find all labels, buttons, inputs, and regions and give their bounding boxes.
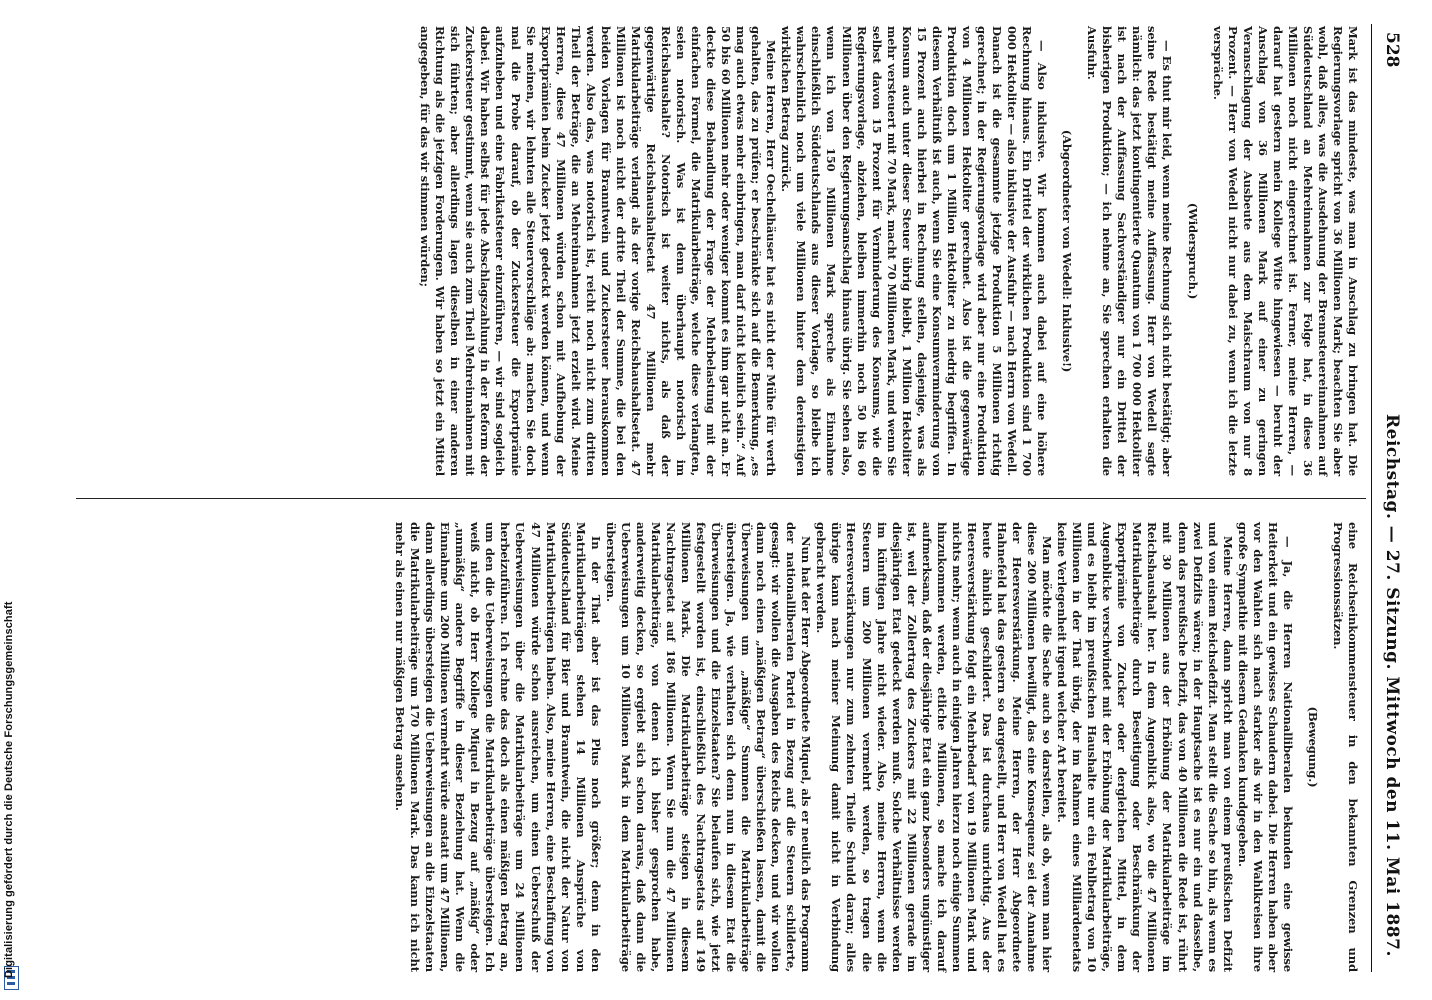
- column-divider: [76, 498, 1366, 499]
- interjection: (Abgeordneter von Wedell: Inklusive!): [1060, 129, 1075, 373]
- paragraph: Man möchte die Sache auch so darstellen, als ob, wenn man hier diese 200 Millionen bewilligt, das eine Konsequenz sei der Annahme der Heeresverstärkung. Meine Herren, der Herr Abgeordnete Hahnefeld hat das gestern so dargestellt, und Herr von Wedell hat es heute ähnlich geschildert. Das ist durchaus unrichtig. Aus der Heeresverstärkung folgt ein Mehrbedarf von 19 Millionen Mark und nichts mehr; wenn auch in einigen Jahren hierzu noch einige Summen hinzukommen werden, etliche Millionen, so mache ich darauf aufmerksam, daß der diesjährige Etat ein ganz besonders ungünstiger ist, weil der Zollertrag des Zuckers mit 22 Millionen gerade im diesjährigen Etat gedeckt werden muß. Solche Verhältnisse werden im künftigen Jahre nicht wieder. Also, meine Herren, wenn die Steuern um 200 Millionen vermehrt werden, so tragen die Heeresverstärkungen nur zum zehnten Theile Schuld daran; alles übrige kann nach meiner Meinung damit nicht in Verbindung gebracht werden.: [814, 522, 1055, 972]
- paragraph: Mark ist das mindeste, was man in Anschlag zu bringen hat. Die Regierungsvorlage spricht von 36 Millionen Mark; beachten Sie aber wohl, daß alles, was die Ausdehnung der Brennsteuereinnahmen auf Süddeutschland an Mehreinnahmen zur Folge hat, in diese 36 Millionen noch nicht eingerechnet ist. Ferner, meine Herren, — darauf hat gestern mein Kollege Witte hingewiesen — beruht der Anschlag von 36 Millionen Mark auf einer zu geringen Veranschlagung der Ausbeute aus dem Maischraum von nur 8 Prozent. — Herr von Wedell nicht nur dabei zu, wenn ich die letzte verspräche.: [1210, 26, 1360, 476]
- interjection: (Widerspruch.): [1185, 202, 1200, 300]
- paragraph: — Es thut mir leid, wenn meine Rechnung sich nicht bestätigt; aber seine Rede bestätigt meine Auffassung. Herr von Wedell sagte nämlich: das jetzt kontingentierte Quantum von 1 700 000 Hektoliter ist nach der Auffassung Sachverständiger nur ein Drittel der bisherigen Produktion; — ich nehme an, Sie sprechen erhalten die Ausfuhr.: [1085, 26, 1175, 476]
- paragraph: eine Reichseinkommensteuer in den bekannten Grenzen und Progressionssätzen.: [1330, 522, 1360, 972]
- page-title: Reichstag. — 27. Sitzung. Mittwoch den 11. Mai 1887.: [1382, 414, 1402, 957]
- left-column: [417, 26, 1360, 476]
- paragraph: — Ja, die Herren Nationalliberalen bekunden eine gewisse Heiterkeit und ein gewisses Schaudern dabei. Die Herren haben aber vor den Wahlen sich nach starker als wir in den Wahlkreisen ihre große Sympathie mit diesem Gedanken kundgegeben.: [1235, 522, 1295, 972]
- paragraph: Meine Herren, dann spricht man von einem preußischen Defizit und von einem Reichsdefizit. Man stellt die Sache so hin, als wenn es zwei Defizits wären; in der Hauptsache ist es nur ein und dasselbe, denn das preußische Defizit, das von 40 Millionen die Rede ist, rührt mit 30 Millionen aus der Erhöhung der Matrikularbeiträge im Reichshaushalt her. In dem Augenblick also, wo die 47 Millionen Matrikularbeiträge durch Beseitigung oder Beschränkung der Exportprämie von Zucker oder dergleichen Mittel, in dem Augenblicke verschwindet mit der Erhöhung der Matrikularbeiträge, und es bleibt im preußischen Haushalte nur ein Fehlbetrag von 10 Millionen in der That übrig, der im Rahmen eines Milliardenetats keine Verlegenheit irgend welcher Art bereitet.: [1055, 522, 1235, 972]
- interjection: (Bewegung.): [1305, 706, 1320, 788]
- paragraph: In der That aber ist das Plus noch größer; denn in den Matrikularbeiträgen stehen 14 Millionen Ansprüche von Süddeutschland für Bier und Branntwein, die nicht der Natur von Matrikularbeiträgen haben. Also, meine Herren, eine Beschaffung von 47 Millionen würde schon ausreichen, um einen Ueberschuß der Ueberweisungen über die Matrikularbeiträge um 24 Millionen herbeizuführen. Ich rechne das doch als einen mäßigen Betrag an, um den die Ueberweisungen die Matrikularbeiträge übersteigen. Ich weiß nicht, ob Herr Kollege Miquel in Bezug auf „mäßig“ oder „unmäßig“ andere Begriffe in dieser Beziehung hat. Wenn die Einnahme um 200 Millionen vermehrt würde anstatt um 47 Millionen, dann allerdings übersteigen die Ueberweisungen an die Einzelstaaten die Matrikularbeiträge um 170 Millionen Mark. Das kann ich nicht mehr als einen nur mäßigen Betrag ansehen.: [393, 522, 603, 972]
- paragraph: — Also inklusive. Wir kommen auch dabei auf eine höhere Rechnung hinaus. Ein Drittel der wirklichen Produktion sind 1 700 000 Hektoliter — also inklusive der Ausfuhr — nach Herrn von Wedell. Danach ist die gesammte jetzige Produktion 5 Millionen richtig gerechnet; in der Regierungsvorlage wird aber nur eine Produktion von 4 Millionen Hektoliter gerechnet. Also ist die gegenwärtige Produktion doch um 1 Million Hektoliter zu niedrig begriffen. In diesem Verhältniß ist auch, wenn Sie eine Konsumverminderung von 15 Prozent auch hierbei in Rechnung stellen, dasjenige, was als Konsum auch unter dieser Steuer übrig bleibt, 1 Million Hektoliter mehr versteuert mit 70 Mark, macht 70 Millionen Mark, und wenn Sie selbst davon 15 Prozent für Verminderung des Konsums, wie die Regierungsvorlage, abziehen, bleiben immerhin noch 50 bis 60 Millionen über den Regierungsanschlag hinaus übrig. Sie sehen also, wenn ich von 150 Millionen Mark spreche als Einnahme einschließlich Süddeutschlands aus dieser Vorlage, so bleibe ich wahrscheinlich noch um viele Millionen hinter dem dereinstigen wirklichen Betrag zurück.: [779, 26, 1050, 476]
- digitization-credit-strip: [0, 0, 22, 1000]
- paragraph: Nun hat der Herr Abgeordnete Miquel, als er neulich das Programm der nationalliberalen Partei in Bezug auf die Steuern schilderte, gesagt: wir wollen die Ausgaben des Reichs decken, und wir wollen dann noch einen „mäßigen Betrag“ überschießen lassen, damit die Überweisungen um „mäßige“ Summen die Matrikularbeiträge übersteigen. Ja, wie verhalten sich denn nun in diesem Etat die Überweisungen und die Einzelstaaten? Sie belaufen sich, wie jetzt festgestellt worden ist, einschließlich des Nachtragsetats auf 149 Millionen Mark. Die Matrikularbeiträge steigen in diesem Nachtragsetat auf 186 Millionen. Wenn Sie nun die 47 Millionen Matrikularbeiträge, von denen ich bisher gesprochen habe, anderweitig decken, so ergiebt sich schon daraus, daß dann die Ueberweisungen um 10 Millionen Mark in dem Matrikularbeiträge übersteigen.: [603, 522, 814, 972]
- page-number: 528: [1382, 32, 1402, 68]
- digitization-credit-text: Digitalisierung gefördert durch die Deutsche Forschungsgemeinschaft: [3, 601, 15, 978]
- paragraph: Meine Herren, Herr Oechelhäuser hat es nicht der Mühe für werth gehalten, das zu prüfen; er beschränkte sich auf die Bemerkung, „es mag auch etwas mehr einbringen, man darf nicht kleinlich sein.“ Auf 50 bis 60 Millionen mehr oder weniger kommt es ihm gar nicht an. Er deckte diese Behandlung der Frage der Mehrbelastung mit der einfachen Formel, die Matrikularbeiträge, welche diese verlangten, seien notorisch. Was ist denn überhaupt notorisch im Reichshaushalte? Notorisch ist weiter nichts, als daß der gegenwärtige Reichshaushaltsetat 47 Millionen mehr Matrikularbeiträge verlangt als der vorige Reichshaushaltsetat. 47 Millionen ist noch nicht der dritte Theil der Summe, die bei den beiden Vorlagen für Branntwein und Zuckersteuer herauskommen werden. Also das, was notorisch ist, reicht noch nicht zum dritten Theil der Beträge, die an Mehreinnahmen jetzt erzielt wird. Meine Herren, diese 47 Millionen würden schon mit Aufhebung der Exportprämien beim Zucker jetzt gedeckt werden können, und wenn Sie meinen, wir lehnten alle Steuervorschläge ab: machen Sie doch mal die Probe darauf, ob der Zuckersteuer die Exportprämie aufzuheben und eine Fabrikatsteuer einzuführen, — wir sind sogleich dabei. Wir haben selbst für jede Abschlagszahlung in der Reform der Zuckersteuer gestimmt, wenn sie auch zum Theil Mehreinnahmen mit sich führten; aber allerdings lagen dieselben in einer anderen Richtung als die jetzigen Forderungen. Wir haben so jetzt ein Mittel angegeben, für das wir stimmen würden;: [418, 26, 779, 476]
- newspaper-page: [64, 0, 1432, 1000]
- right-column: [392, 522, 1360, 972]
- page-header: [1371, 24, 1412, 972]
